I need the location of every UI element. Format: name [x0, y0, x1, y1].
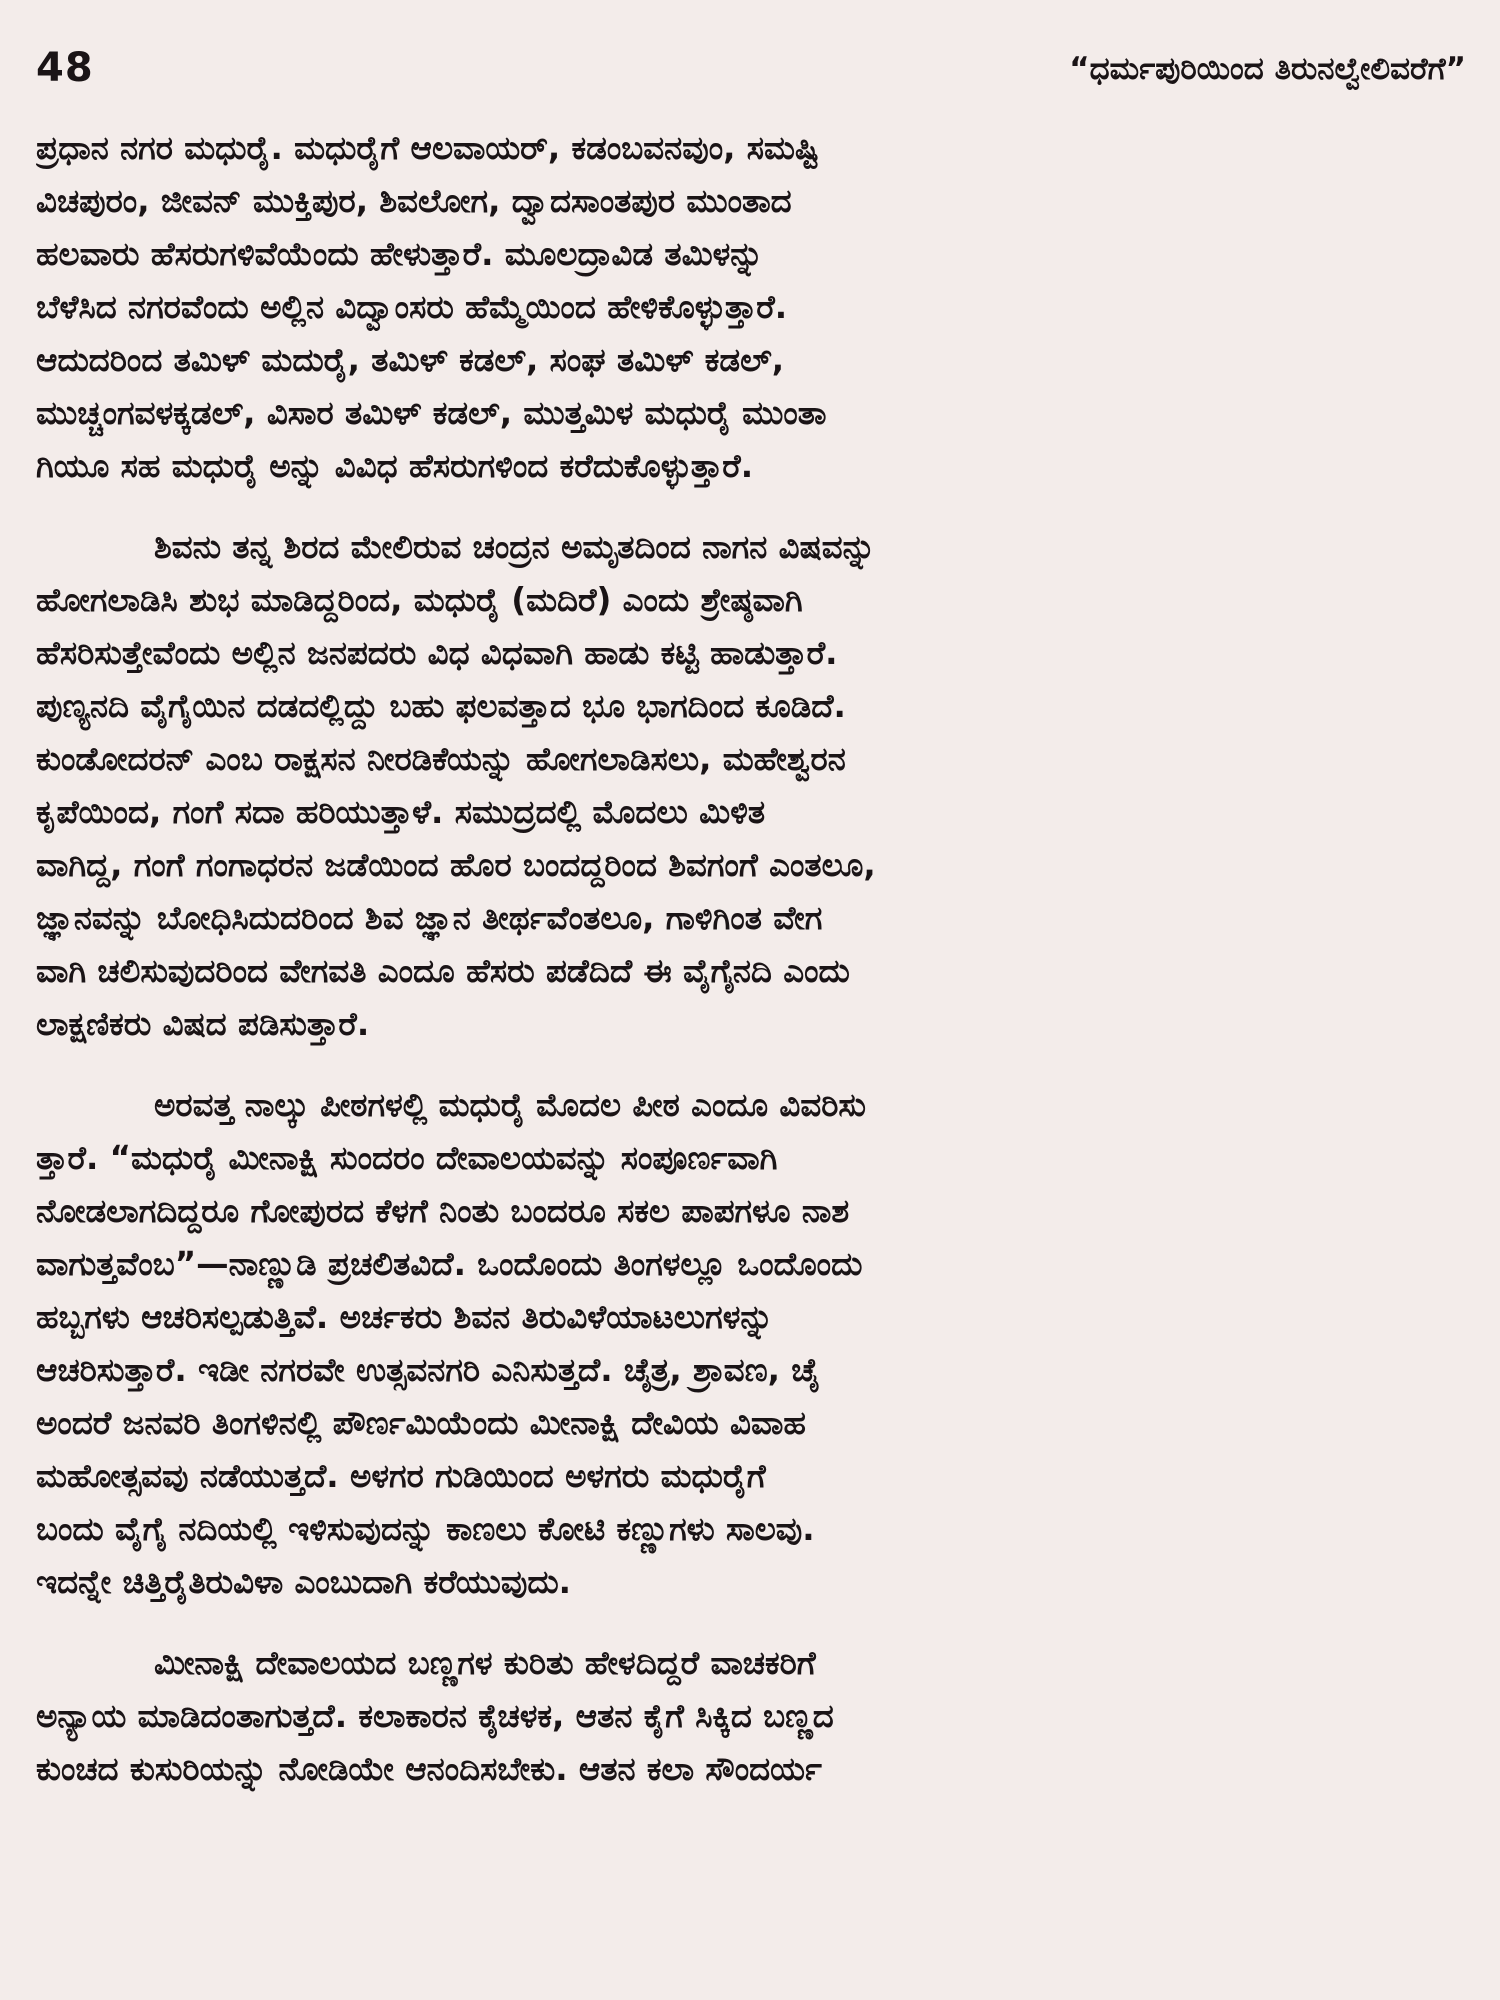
text-line: ಅಂದರೆ ಜನವರಿ ತಿಂಗಳಿನಲ್ಲಿ ಪೌರ್ಣಮಿಯೆಂದು ಮೀನಾಕ್ಷಿ ದೇವಿಯ ವಿವಾಹ [36, 1404, 806, 1442]
paragraph-4 [36, 1637, 1470, 1796]
text-line: ಗಿಯೂ ಸಹ ಮಧುರೈ ಅನ್ನು ವಿವಿಧ ಹೆಸರುಗಳಿಂದ ಕರೆದುಕೊಳ್ಳುತ್ತಾರೆ. [36, 447, 754, 485]
paragraph-1 [36, 122, 1470, 493]
text-line: ವಾಗಿದ್ದ, ಗಂಗೆ ಗಂಗಾಧರನ ಜಡೆಯಿಂದ ಹೊರ ಬಂದದ್ದರಿಂದ ಶಿವಗಂಗೆ ಎಂತಲೂ, [36, 846, 876, 884]
page-number: 48 [36, 45, 94, 91]
text-line: ವಾಗುತ್ತವೆಂಬ”—ನಾಣ್ಣುಡಿ ಪ್ರಚಲಿತವಿದೆ. ಒಂದೊಂದು ತಿಂಗಳಲ್ಲೂ ಒಂದೊಂದು [36, 1245, 863, 1283]
paragraph-2 [36, 521, 1470, 1051]
paragraph-gap [36, 1051, 1470, 1079]
text-line: ಹೆಸರಿಸುತ್ತೇವೆಂದು ಅಲ್ಲಿನ ಜನಪದರು ವಿಧ ವಿಧವಾಗಿ ಹಾಡು ಕಟ್ಟಿ ಹಾಡುತ್ತಾರೆ. [36, 634, 838, 672]
paragraph-3 [36, 1079, 1470, 1609]
body-text [36, 122, 1470, 1796]
text-line: ತ್ತಾರೆ. “ಮಧುರೈ ಮೀನಾಕ್ಷಿ ಸುಂದರಂ ದೇವಾಲಯವನ್ನು ಸಂಪೂರ್ಣವಾಗಿ [36, 1139, 778, 1177]
text-line: ಆದುದರಿಂದ ತಮಿಳ್ ಮದುರೈ, ತಮಿಳ್ ಕಡಲ್, ಸಂಘ ತಮಿಳ್ ಕಡಲ್, [36, 341, 785, 379]
text-line: ಅನ್ಯಾಯ ಮಾಡಿದಂತಾಗುತ್ತದೆ. ಕಲಾಕಾರನ ಕೈಚಳಕ, ಆತನ ಕೈಗೆ ಸಿಕ್ಕಿದ ಬಣ್ಣದ [36, 1697, 834, 1735]
text-line: ಕೃಪೆಯಿಂದ, ಗಂಗೆ ಸದಾ ಹರಿಯುತ್ತಾಳೆ. ಸಮುದ್ರದಲ್ಲಿ ಮೊದಲು ಮಿಳಿತ [36, 793, 766, 831]
text-line: ವಿಚಪುರಂ, ಜೀವನ್ ಮುಕ್ತಿಪುರ, ಶಿವಲೋಗ, ದ್ವಾದಸಾಂತಪುರ ಮುಂತಾದ [36, 182, 792, 220]
text-line: ಲಾಕ್ಷಣಿಕರು ವಿಷದ ಪಡಿಸುತ್ತಾರೆ. [36, 1005, 370, 1043]
text-line: ಕುಂಚದ ಕುಸುರಿಯನ್ನು ನೋಡಿಯೇ ಆನಂದಿಸಬೇಕು. ಆತನ ಕಲಾ ಸೌಂದರ್ಯ [36, 1750, 822, 1788]
page-header [36, 40, 1470, 100]
text-line: ನೋಡಲಾಗದಿದ್ದರೂ ಗೋಪುರದ ಕೆಳಗೆ ನಿಂತು ಬಂದರೂ ಸಕಲ ಪಾಪಗಳೂ ನಾಶ [36, 1192, 850, 1230]
text-line: ಶಿವನು ತನ್ನ ಶಿರದ ಮೇಲಿರುವ ಚಂದ್ರನ ಅಮೃತದಿಂದ ನಾಗನ ವಿಷವನ್ನು [154, 528, 876, 566]
text-line: ಕುಂಡೋದರನ್ ಎಂಬ ರಾಕ್ಷಸನ ನೀರಡಿಕೆಯನ್ನು ಹೋಗಲಾಡಿಸಲು, ಮಹೇಶ್ವರನ [36, 740, 846, 778]
text-line: ಮೀನಾಕ್ಷಿ ದೇವಾಲಯದ ಬಣ್ಣಗಳ ಕುರಿತು ಹೇಳದಿದ್ದರೆ ವಾಚಕರಿಗೆ [154, 1644, 816, 1682]
text-line: ಮಹೋತ್ಸವವು ನಡೆಯುತ್ತದೆ. ಅಳಗರ ಗುಡಿಯಿಂದ ಅಳಗರು ಮಧುರೈಗೆ [36, 1457, 766, 1495]
text-line: ಆಚರಿಸುತ್ತಾರೆ. ಇಡೀ ನಗರವೇ ಉತ್ಸವನಗರಿ ಎನಿಸುತ್ತದೆ. ಚೈತ್ರ, ಶ್ರಾವಣ, ಚೈ [36, 1351, 821, 1389]
text-line: ಹಲವಾರು ಹೆಸರುಗಳಿವೆಯೆಂದು ಹೇಳುತ್ತಾರೆ. ಮೂಲದ್ರಾವಿಡ ತಮಿಳನ್ನು [36, 235, 764, 273]
text-line: ಬೆಳೆಸಿದ ನಗರವೆಂದು ಅಲ್ಲಿನ ವಿದ್ವಾಂಸರು ಹೆಮ್ಮೆಯಿಂದ ಹೇಳಿಕೊಳ್ಳುತ್ತಾರೆ. [36, 288, 788, 326]
text-line: ಮುಚ್ಚಂಗವಳಕ್ಕಡಲ್, ವಿಸಾರ ತಮಿಳ್ ಕಡಲ್, ಮುತ್ತಮಿಳ ಮಧುರೈ ಮುಂತಾ [36, 394, 827, 432]
text-line: ಪ್ರಧಾನ ನಗರ ಮಧುರೈ. ಮಧುರೈಗೆ ಆಲವಾಯರ್, ಕಡಂಬವನವುಂ, ಸಮಷ್ಟಿ [36, 129, 820, 167]
text-line: ವಾಗಿ ಚಲಿಸುವುದರಿಂದ ವೇಗವತಿ ಎಂದೂ ಹೆಸರು ಪಡೆದಿದೆ ಈ ವೈಗೈನದಿ ಎಂದು [36, 952, 850, 990]
running-title: “ಧರ್ಮಪುರಿಯಿಂದ ತಿರುನಲ್ವೇಲಿವರೆಗೆ” [1069, 51, 1466, 87]
text-line: ಹಬ್ಬಗಳು ಆಚರಿಸಲ್ಪಡುತ್ತಿವೆ. ಅರ್ಚಕರು ಶಿವನ ತಿರುವಿಳೆಯಾಟಲುಗಳನ್ನು [36, 1298, 774, 1336]
text-line: ಹೋಗಲಾಡಿಸಿ ಶುಭ ಮಾಡಿದ್ದರಿಂದ, ಮಧುರೈ (ಮದಿರೆ) ಎಂದು ಶ್ರೇಷ್ಠವಾಗಿ [36, 581, 803, 619]
paragraph-gap [36, 493, 1470, 521]
text-line: ಅರವತ್ತ ನಾಲ್ಕು ಪೀಠಗಳಲ್ಲಿ ಮಧುರೈ ಮೊದಲ ಪೀಠ ಎಂದೂ ವಿವರಿಸು [154, 1086, 866, 1124]
paragraph-gap [36, 1609, 1470, 1637]
text-line: ಇದನ್ನೇ ಚಿತ್ತಿರೈತಿರುವಿಳಾ ಎಂಬುದಾಗಿ ಕರೆಯುವುದು. [36, 1563, 572, 1601]
text-line: ಬಂದು ವೈಗೈ ನದಿಯಲ್ಲಿ ಇಳಿಸುವುದನ್ನು ಕಾಣಲು ಕೋಟಿ ಕಣ್ಣುಗಳು ಸಾಲವು. [36, 1510, 815, 1548]
text-line: ಪುಣ್ಯನದಿ ವೈಗೈಯಿನ ದಡದಲ್ಲಿದ್ದು ಬಹು ಫಲವತ್ತಾದ ಭೂ ಭಾಗದಿಂದ ಕೂಡಿದೆ. [36, 687, 846, 725]
text-line: ಜ್ಞಾನವನ್ನು ಬೋಧಿಸಿದುದರಿಂದ ಶಿವ ಜ್ಞಾನ ತೀರ್ಥವೆಂತಲೂ, ಗಾಳಿಗಿಂತ ವೇಗ [36, 899, 823, 937]
